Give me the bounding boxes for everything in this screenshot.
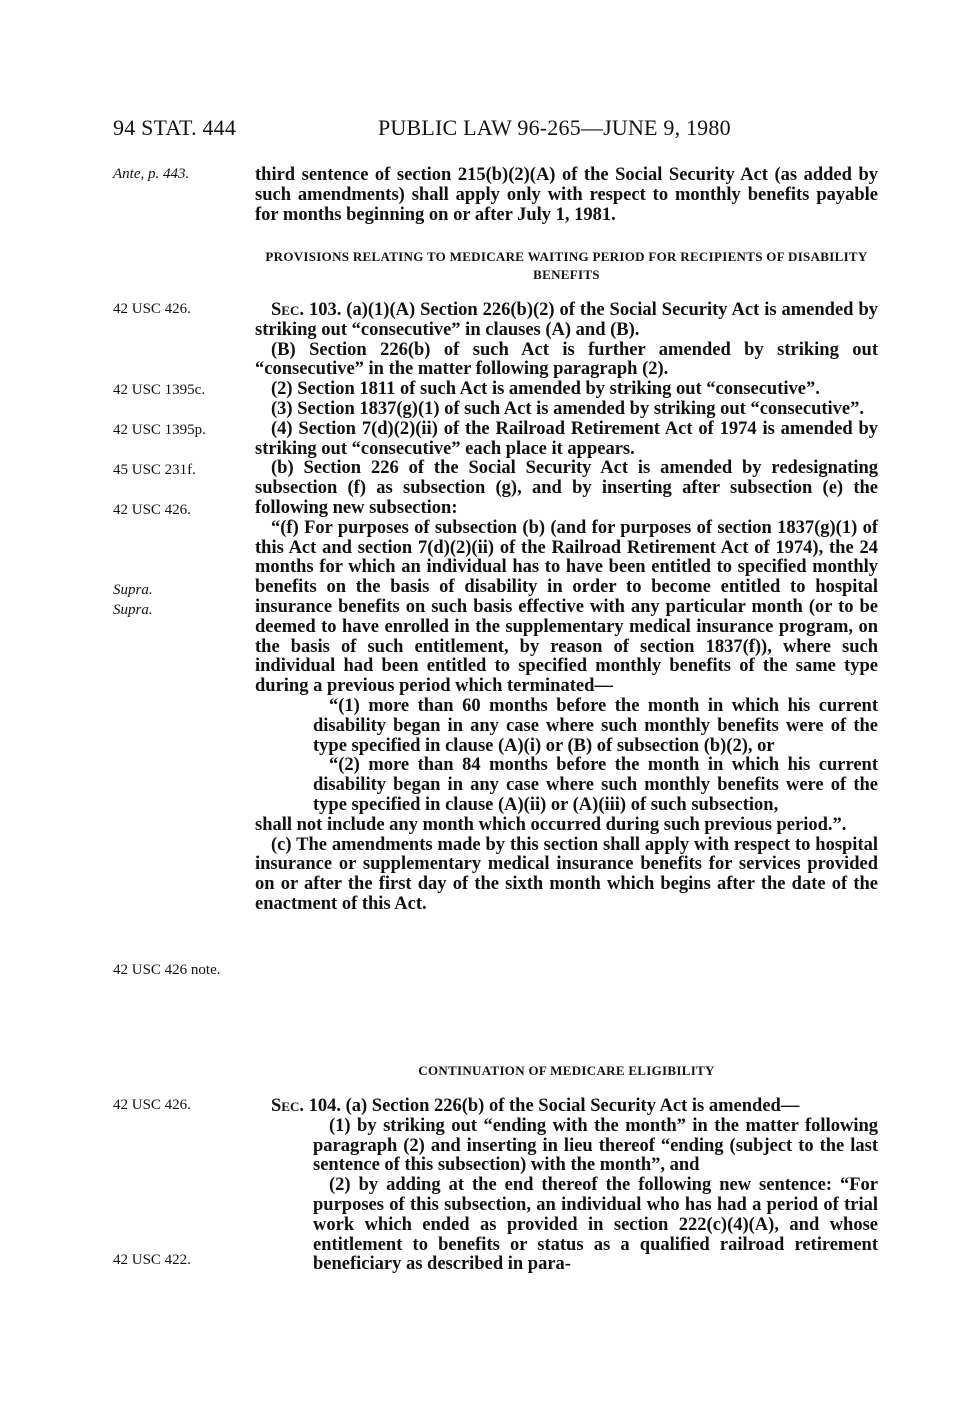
text-block: (B) Section 226(b) of such Act is further amended by striking out “consecutive” in the matter following paragraph (2). xyxy=(255,339,878,380)
text-block: (4) Section 7(d)(2)(ii) of the Railroad Retirement Act of 1974 is amended by striking out “consecutive” each place it appears. xyxy=(255,418,878,459)
section-label: Sec. 104. xyxy=(271,1096,341,1116)
text-block: (b) Section 226 of the Social Security Act is amended by redesignating subsection (f) as subsection (g), and by inserting after subsection (e) the following new subsection: xyxy=(255,458,878,518)
section-heading: CONTINUATION OF MEDICARE ELIGIBILITY xyxy=(418,1063,715,1078)
margin-note: 42 USC 426 note. xyxy=(113,962,221,978)
text-block: “(2) more than 84 months before the month in which his current disability began in any case where such monthly benefits were of the type specified in clause (A)(ii) or (A)(iii) of such subsection, xyxy=(313,755,878,815)
margin-note: 42 USC 426. xyxy=(113,1097,191,1113)
text-block: “(f) For purposes of subsection (b) (and for purposes of section 1837(g)(1) of this Act and section 7(d)(2)(ii) of the Railroad Retirement Act of 1974), the 24 months for which an individual has to have been entitled to specified monthly benefits on the basis of disability in order to become entitled to hospital insurance benefits on such basis effective with any particular month (or to be deemed to have enrolled in the supplementary medical insurance program, on the basis of such entitlement, by reason of section 1837(f)), where such individual had been entitled to specified monthly benefits of the same type during a previous period which terminated— xyxy=(255,517,878,697)
section-heading: PROVISIONS RELATING TO MEDICARE WAITING PERIOD FOR RECIPIENTS OF DISABILITY BENEFITS xyxy=(265,249,868,282)
margin-note: 42 USC 1395p. xyxy=(113,422,206,438)
margin-note: 42 USC 426. xyxy=(113,502,191,518)
section-103 xyxy=(255,301,878,915)
text-block: (2) by adding at the end thereof the following new sentence: “For purposes of this subsection, an individual who has had a period of trial work which ended as provided in section 222(c)(4)(A), and whose entitlement to benefits or status as a qualified railroad retirement beneficiary as described in para- xyxy=(313,1175,878,1275)
text-block: (1) by striking out “ending with the month” in the matter following paragraph (2) and inserting in lieu thereof “ending (subject to the last sentence of this subsection) with the month”, and xyxy=(313,1115,878,1176)
paragraph-intro xyxy=(255,166,878,225)
margin-note: 45 USC 231f. xyxy=(113,462,196,478)
section-104 xyxy=(255,1097,878,1275)
text-block: (3) Section 1837(g)(1) of such Act is amended by striking out “consecutive”. xyxy=(271,398,865,419)
text-block: (2) Section 1811 of such Act is amended by striking out “consecutive”. xyxy=(271,379,820,400)
text-block: third sentence of section 215(b)(2)(A) of the Social Security Act (as added by such amendments) shall apply only with respect to monthly benefits payable for months beginning on or after July 1, 1981. xyxy=(255,165,878,225)
text-block: (c) The amendments made by this section shall apply with respect to hospital insurance or supplementary medical insurance benefits for services provided on or after the first day of the sixth month which begins after the date of the enactment of this Act. xyxy=(255,834,878,914)
margin-note: 42 USC 1395c. xyxy=(113,382,206,398)
text-span: (a) Section 226(b) of the Social Security Act is amended— xyxy=(340,1096,800,1116)
margin-note-supra: Supra. xyxy=(113,582,153,598)
section-label: Sec. 103. xyxy=(271,300,342,320)
margin-note-supra: Supra. xyxy=(113,602,153,618)
page-citation: 94 STAT. 444 xyxy=(113,115,237,140)
text-block xyxy=(255,301,878,341)
text-block xyxy=(255,1097,878,1117)
margin-note: 42 USC 422. xyxy=(113,1252,191,1268)
text-block: “(1) more than 60 months before the month in which his current disability began in any case where such monthly benefits were of the type specified in clause (A)(i) or (B) of subsection (b)(2), or xyxy=(313,695,878,756)
margin-note-ante: Ante, p. 443. xyxy=(113,166,190,182)
text-block: shall not include any month which occurred during such previous period.”. xyxy=(255,814,847,835)
text-span: (a)(1)(A) Section 226(b)(2) of the Social Security Act is amended by striking out “consecutive” in clauses (A) and (B). xyxy=(255,300,878,340)
page-title: PUBLIC LAW 96-265—JUNE 9, 1980 xyxy=(378,115,731,140)
margin-note: 42 USC 426. xyxy=(113,301,191,317)
